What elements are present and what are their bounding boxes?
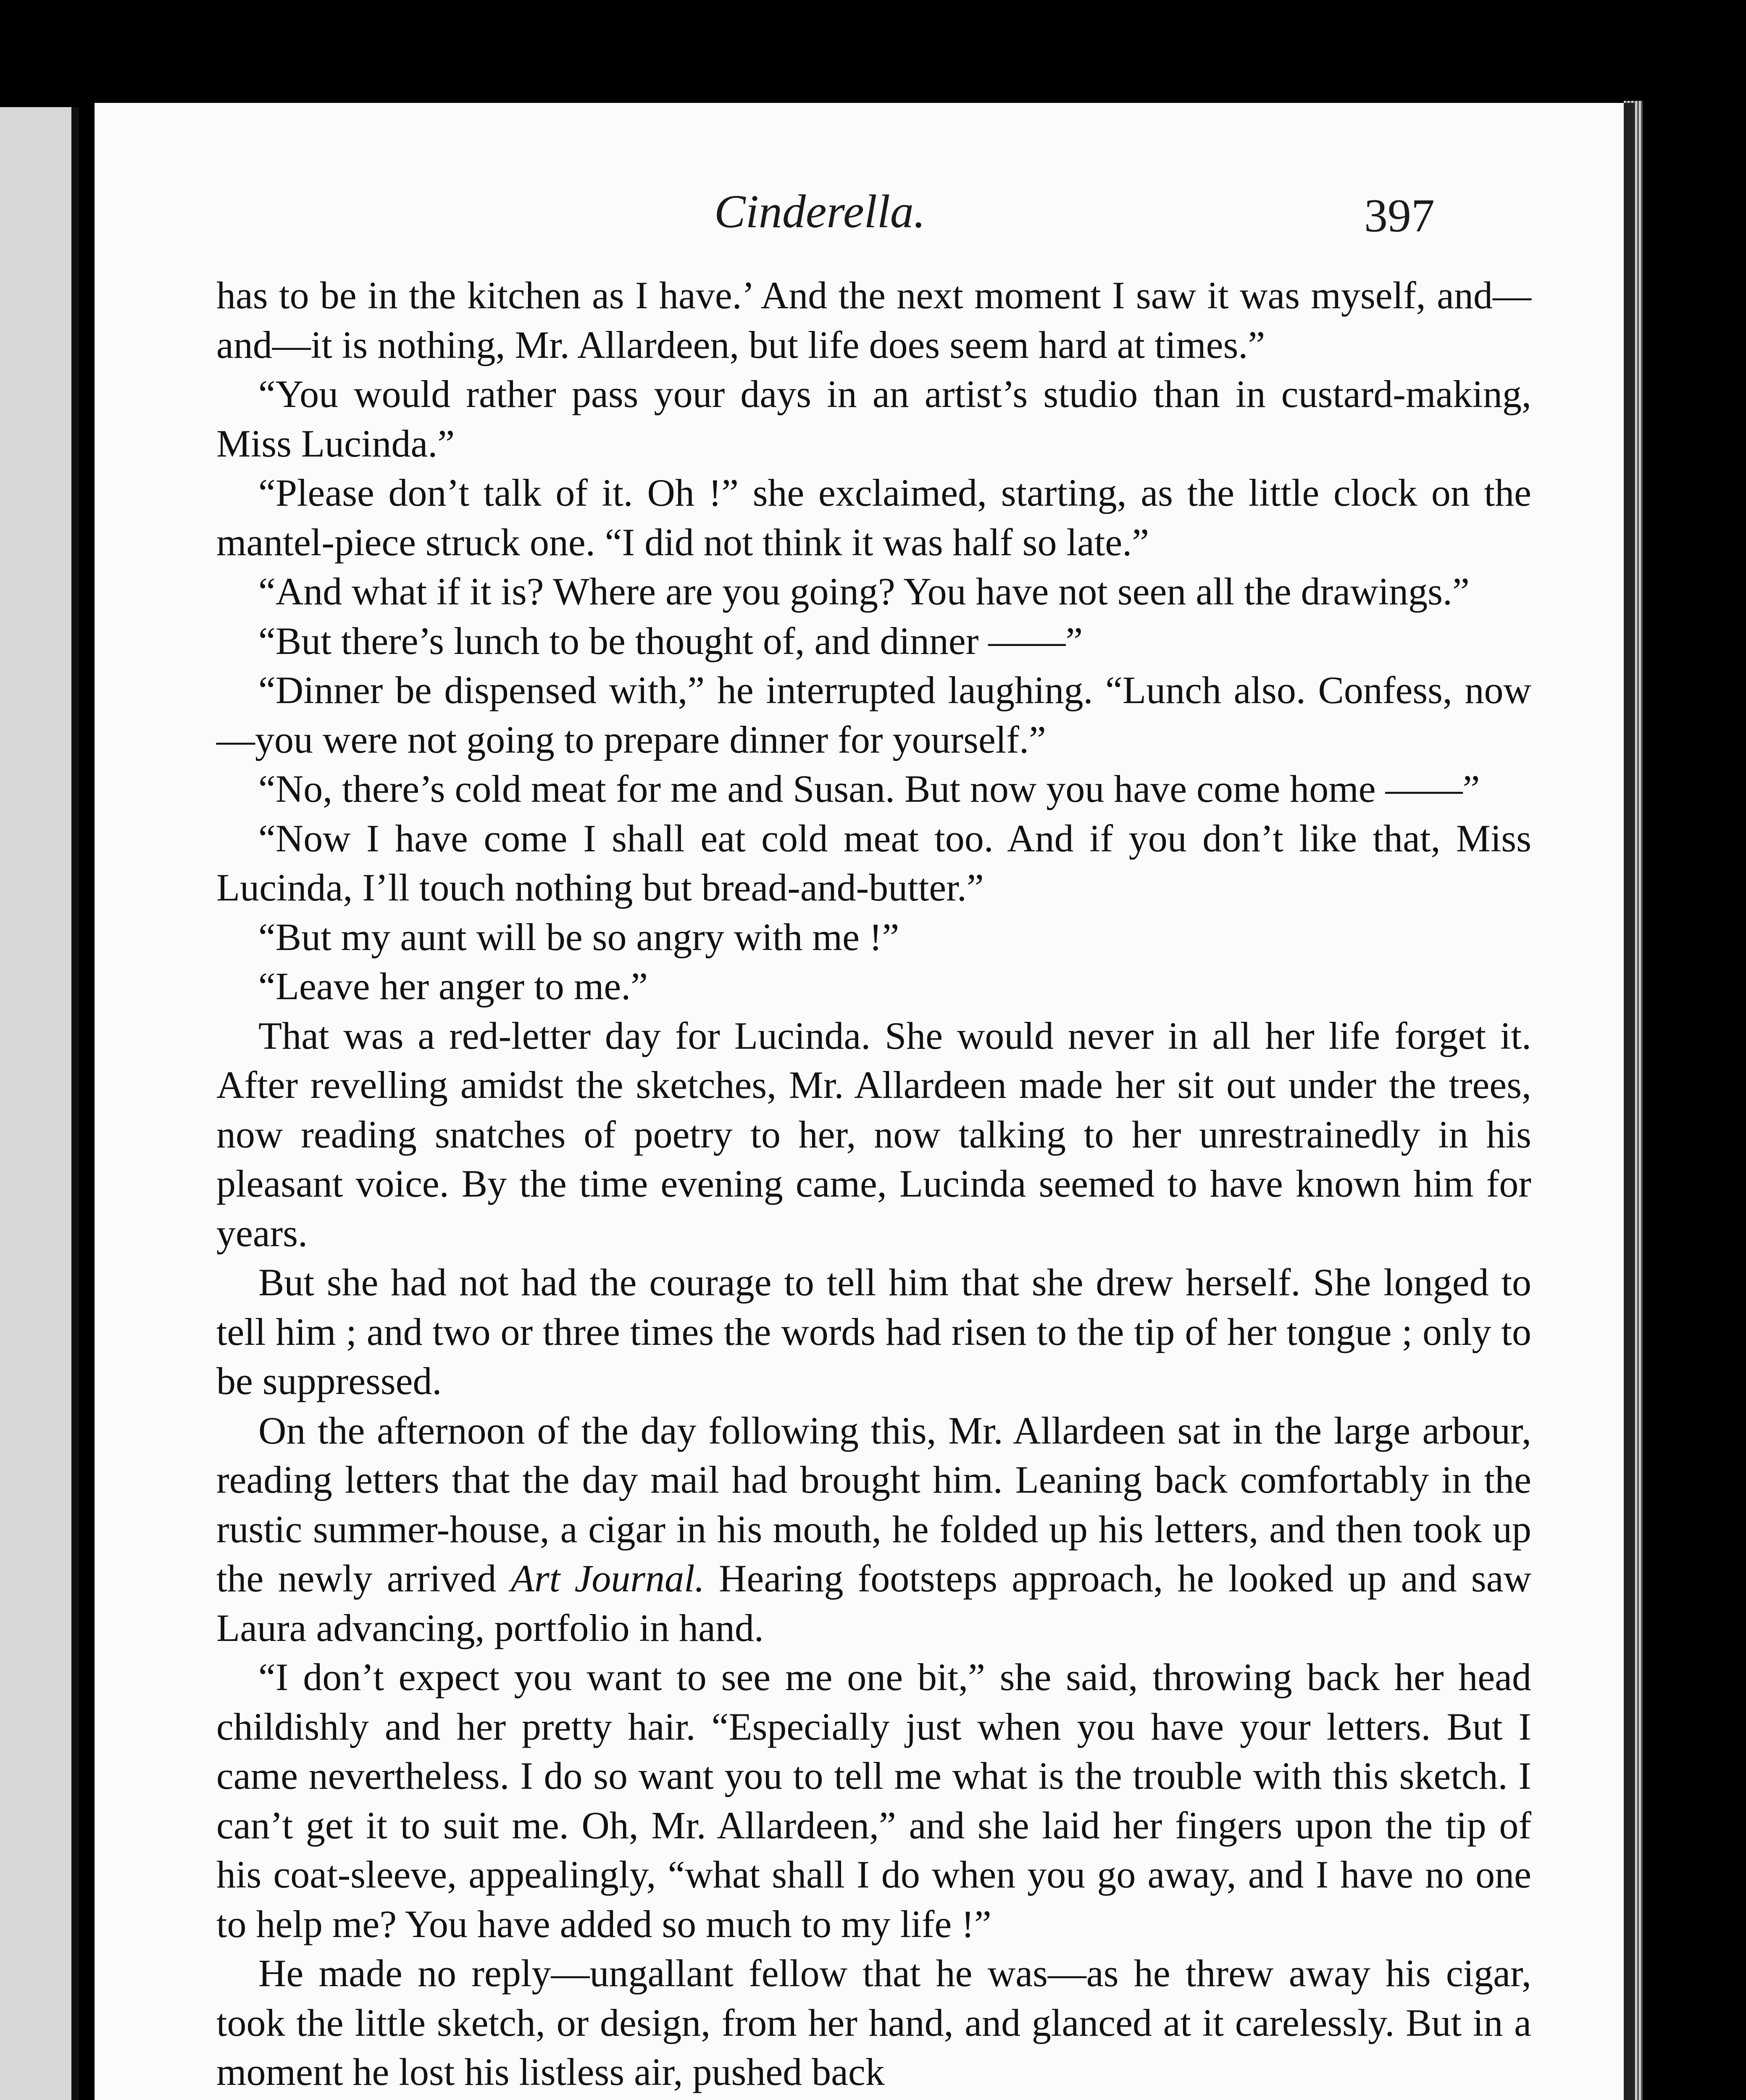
facing-page-edge — [0, 107, 79, 2100]
paragraph — [216, 1406, 1531, 1653]
paragraph: “I don’t expect you want to see me one bit,” she said, throwing back her head childishly and her pretty hair. “Especially just when you have your letters. But I came nevertheless. I do so want you to tell me what is the trouble with this sketch. I can’t get it to suit me. Oh, Mr. Allardeen,” and she laid her fingers upon the tip of his coat-sleeve, appealingly, “what shall I do when you go away, and I have no one to help me? You have added so much to my life !” — [216, 1656, 1531, 1945]
page-number: 397 — [1364, 190, 1435, 242]
paragraph: “But there’s lunch to be thought of, and dinner ——” — [258, 619, 1083, 662]
paragraph: He made no reply—ungallant fellow that he was—as he threw away his cigar, took the little sketch, or design, from her hand, and glanced at it carelessly. But in a moment he lost his listless air, pushed back — [216, 1952, 1531, 2093]
body-text — [216, 271, 1531, 2097]
running-head — [95, 181, 1624, 252]
paragraph: “No, there’s cold meat for me and Susan. But now you have come home ——” — [258, 767, 1480, 810]
paragraph: “Leave her anger to me.” — [258, 965, 648, 1008]
paragraph: “And what if it is? Where are you going? You have not seen all the drawings.” — [258, 570, 1470, 613]
paragraph: “You would rather pass your days in an artist’s studio than in custard-making, Miss Lucinda.” — [216, 373, 1531, 465]
paragraph: But she had not had the courage to tell him that she drew herself. She longed to tell him ; and two or three times the words had risen to the tip of her tongue ; only to be suppressed. — [216, 1261, 1531, 1402]
running-title: Cinderella. — [714, 186, 926, 238]
book-page — [95, 103, 1635, 2100]
paragraph: “Now I have come I shall eat cold meat too. And if you don’t like that, Miss Lucinda, I’ll touch nothing but bread-and-butter.” — [216, 816, 1531, 909]
paragraph: That was a red-letter day for Lucinda. She would never in all her life forget it. After revelling amidst the sketches, Mr. Allardeen made her sit out under the trees, now reading snatches of poetry to her, now talking to her unrestrainedly in his pleasant voice. By the time evening came, Lucinda seemed to have known him for years. — [216, 1014, 1531, 1255]
paragraph: “But my aunt will be so angry with me !” — [258, 915, 899, 958]
paragraph: has to be in the kitchen as I have.’ And the next moment I saw it was myself, and—and—it is nothing, Mr. Allardeen, but life does seem hard at times.” — [216, 274, 1531, 366]
paragraph: “Dinner be dispensed with,” he interrupted laughing. “Lunch also. Confess, now—you were not going to prepare dinner for yourself.” — [216, 669, 1531, 761]
paragraph-text: Hearing footsteps approach, he looked up and saw Laura advancing, portfolio in hand. — [216, 1557, 1532, 1649]
paragraph-text: On the afternoon of the day following this, Mr. Allardeen sat in the large arbour, reading letters that the day mail had brought him. Leaning back comfortably in the rustic summer-house, a cigar in his mouth, he folded up his letters, and then took up the newly arrived — [216, 1409, 1531, 1600]
journal-title: Art Journal. — [510, 1557, 705, 1600]
paragraph: “Please don’t talk of it. Oh !” she exclaimed, starting, as the little clock on the mantel-piece struck one. “I did not think it was half so late.” — [216, 471, 1531, 564]
